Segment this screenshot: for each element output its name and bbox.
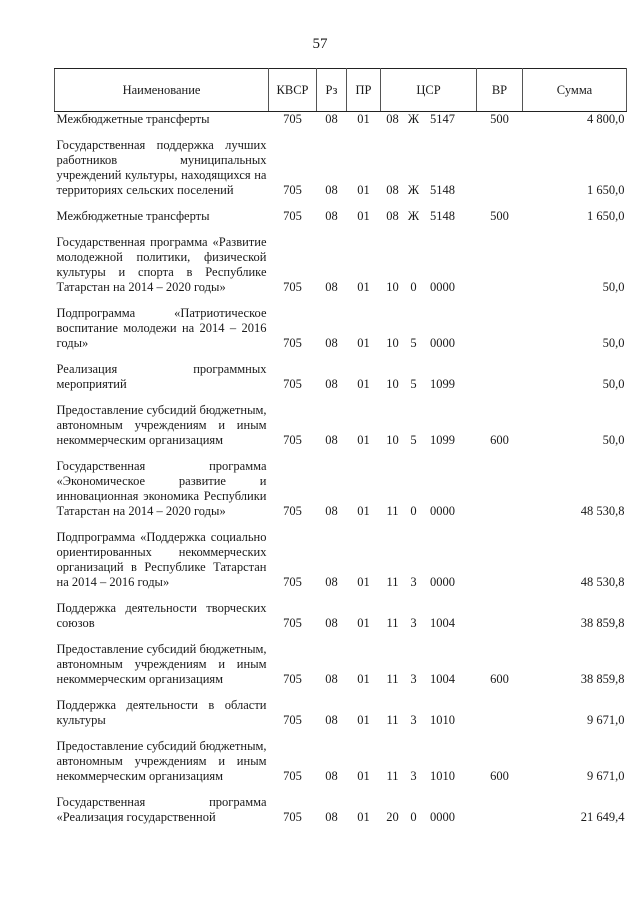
header-kvsr: КВСР	[269, 69, 317, 112]
row-rz: 08	[325, 713, 338, 727]
csr-direction: 5148	[430, 209, 455, 223]
table-row	[55, 451, 627, 522]
row-vr	[477, 593, 523, 634]
row-vr: 500	[490, 209, 509, 223]
row-csr	[381, 522, 477, 593]
csr-subprogram: 3	[410, 769, 417, 783]
row-sum: 50,0	[602, 280, 625, 294]
header-rz: Рз	[317, 69, 347, 112]
row-kvsr: 705	[283, 616, 302, 630]
row-rz: 08	[325, 183, 338, 197]
csr-direction: 0000	[430, 336, 455, 350]
row-kvsr: 705	[283, 504, 302, 518]
table-row	[55, 731, 627, 787]
csr-direction: 1099	[430, 433, 455, 447]
csr-direction: 0000	[430, 280, 455, 294]
table-row	[55, 522, 627, 593]
row-csr	[381, 354, 477, 395]
row-rz: 08	[325, 377, 338, 391]
csr-program: 11	[386, 769, 399, 783]
row-sum: 50,0	[602, 433, 625, 447]
row-csr	[381, 451, 477, 522]
csr-direction: 1010	[430, 769, 455, 783]
row-sum: 4 800,0	[587, 112, 625, 126]
row-csr	[381, 634, 477, 690]
csr-direction: 1004	[430, 616, 455, 630]
row-csr	[381, 201, 477, 227]
row-csr	[381, 787, 477, 828]
row-sum: 48 530,8	[580, 575, 625, 589]
header-name: Наименование	[55, 69, 269, 112]
csr-program: 11	[386, 504, 399, 518]
header-sum: Сумма	[523, 69, 627, 112]
csr-program: 11	[386, 575, 399, 589]
row-rz: 08	[325, 112, 338, 126]
row-sum: 21 649,4	[580, 810, 625, 824]
row-rz: 08	[325, 810, 338, 824]
row-rz: 08	[325, 280, 338, 294]
csr-direction: 1099	[430, 377, 455, 391]
header-vr: ВР	[477, 69, 523, 112]
row-csr	[381, 395, 477, 451]
table-row	[55, 227, 627, 298]
csr-program: 10	[386, 280, 399, 294]
csr-subprogram: Ж	[407, 112, 420, 126]
header-pr: ПР	[347, 69, 381, 112]
row-vr	[477, 451, 523, 522]
csr-direction: 0000	[430, 575, 455, 589]
csr-subprogram: Ж	[407, 183, 420, 197]
csr-program: 11	[386, 672, 399, 686]
csr-program: 20	[386, 810, 399, 824]
table-row	[55, 201, 627, 227]
csr-subprogram: 0	[410, 504, 417, 518]
row-pr: 01	[357, 280, 370, 294]
table-row	[55, 130, 627, 201]
row-pr: 01	[357, 575, 370, 589]
row-vr	[477, 690, 523, 731]
row-name: Государственная программа «Экономическое развитие и инновационная экономика Республики Татарстан на 2014 – 2020 годы»	[56, 459, 267, 518]
row-name: Реализация программных мероприятий	[56, 362, 267, 391]
row-sum: 38 859,8	[580, 672, 625, 686]
row-pr: 01	[357, 209, 370, 223]
row-csr	[381, 227, 477, 298]
row-pr: 01	[357, 672, 370, 686]
row-rz: 08	[325, 616, 338, 630]
row-name: Поддержка деятельности творческих союзов	[56, 601, 267, 630]
row-pr: 01	[357, 504, 370, 518]
row-name: Государственная программа «Реализация государственной	[56, 795, 267, 824]
csr-direction: 1010	[430, 713, 455, 727]
row-pr: 01	[357, 769, 370, 783]
row-kvsr: 705	[283, 183, 302, 197]
row-sum: 1 650,0	[587, 183, 625, 197]
csr-subprogram: 5	[410, 433, 417, 447]
csr-subprogram: 3	[410, 713, 417, 727]
row-kvsr: 705	[283, 280, 302, 294]
row-rz: 08	[325, 672, 338, 686]
csr-subprogram: 5	[410, 377, 417, 391]
row-name: Предоставление субсидий бюджетным, автономным учреждениям и иным некоммерческим организациям	[56, 739, 267, 783]
row-pr: 01	[357, 336, 370, 350]
row-sum: 1 650,0	[587, 209, 625, 223]
row-kvsr: 705	[283, 769, 302, 783]
row-vr: 600	[490, 433, 509, 447]
row-pr: 01	[357, 713, 370, 727]
row-name: Предоставление субсидий бюджетным, автономным учреждениям и иным некоммерческим организациям	[56, 642, 267, 686]
row-kvsr: 705	[283, 336, 302, 350]
row-vr: 600	[490, 769, 509, 783]
row-kvsr: 705	[283, 810, 302, 824]
csr-subprogram: 0	[410, 280, 417, 294]
csr-program: 10	[386, 336, 399, 350]
csr-subprogram: 3	[410, 616, 417, 630]
table-row	[55, 395, 627, 451]
table-header-row	[55, 69, 627, 112]
row-sum: 50,0	[602, 377, 625, 391]
row-vr	[477, 787, 523, 828]
table-row	[55, 690, 627, 731]
csr-subprogram: Ж	[407, 209, 420, 223]
row-name: Межбюджетные трансферты	[56, 209, 210, 223]
row-pr: 01	[357, 377, 370, 391]
row-pr: 01	[357, 112, 370, 126]
row-pr: 01	[357, 616, 370, 630]
csr-subprogram: 5	[410, 336, 417, 350]
row-pr: 01	[357, 810, 370, 824]
csr-subprogram: 3	[410, 575, 417, 589]
csr-program: 08	[386, 209, 399, 223]
table-row	[55, 112, 627, 131]
row-sum: 48 530,8	[580, 504, 625, 518]
row-csr	[381, 690, 477, 731]
row-name: Подпрограмма «Патриотическое воспитание молодежи на 2014 – 2016 годы»	[56, 306, 267, 350]
csr-program: 10	[386, 433, 399, 447]
row-csr	[381, 593, 477, 634]
csr-subprogram: 0	[410, 810, 417, 824]
csr-direction: 1004	[430, 672, 455, 686]
header-csr: ЦСР	[381, 69, 477, 112]
row-vr	[477, 298, 523, 354]
csr-program: 08	[386, 112, 399, 126]
row-kvsr: 705	[283, 112, 302, 126]
row-sum: 9 671,0	[587, 713, 625, 727]
row-vr: 600	[490, 672, 509, 686]
row-sum: 38 859,8	[580, 616, 625, 630]
csr-program: 11	[386, 713, 399, 727]
row-rz: 08	[325, 504, 338, 518]
row-rz: 08	[325, 336, 338, 350]
table-row	[55, 354, 627, 395]
page-number: 57	[312, 36, 328, 52]
csr-subprogram: 3	[410, 672, 417, 686]
csr-program: 08	[386, 183, 399, 197]
row-pr: 01	[357, 433, 370, 447]
row-name: Государственная программа «Развитие молодежной политики, физической культуры и спорта в Республике Татарстан на 2014 – 2020 годы»	[56, 235, 267, 294]
row-rz: 08	[325, 769, 338, 783]
row-name: Предоставление субсидий бюджетным, автономным учреждениям и иным некоммерческим организациям	[56, 403, 267, 447]
row-kvsr: 705	[283, 433, 302, 447]
csr-direction: 0000	[430, 504, 455, 518]
row-rz: 08	[325, 575, 338, 589]
row-vr: 500	[490, 112, 509, 126]
row-rz: 08	[325, 209, 338, 223]
row-sum: 50,0	[602, 336, 625, 350]
row-kvsr: 705	[283, 672, 302, 686]
csr-program: 11	[386, 616, 399, 630]
table-row	[55, 298, 627, 354]
row-name: Межбюджетные трансферты	[56, 112, 210, 126]
row-pr: 01	[357, 183, 370, 197]
row-vr	[477, 227, 523, 298]
budget-table	[54, 68, 627, 828]
row-csr	[381, 298, 477, 354]
row-kvsr: 705	[283, 377, 302, 391]
row-name: Подпрограмма «Поддержка социально ориентированных некоммерческих организаций в Республике Татарстан на 2014 – 2016 годы»	[56, 530, 267, 589]
row-csr	[381, 130, 477, 201]
table-row	[55, 787, 627, 828]
table-row	[55, 634, 627, 690]
row-kvsr: 705	[283, 713, 302, 727]
csr-direction: 0000	[430, 810, 455, 824]
row-sum: 9 671,0	[587, 769, 625, 783]
row-kvsr: 705	[283, 209, 302, 223]
row-csr	[381, 731, 477, 787]
csr-direction: 5147	[430, 112, 455, 126]
csr-direction: 5148	[430, 183, 455, 197]
row-kvsr: 705	[283, 575, 302, 589]
row-name: Поддержка деятельности в области культуры	[56, 698, 267, 727]
table-row	[55, 593, 627, 634]
csr-program: 10	[386, 377, 399, 391]
row-rz: 08	[325, 433, 338, 447]
row-vr	[477, 354, 523, 395]
row-csr	[381, 112, 477, 131]
row-vr	[477, 522, 523, 593]
row-name: Государственная поддержка лучших работников муниципальных учреждений культуры, находящихся на территориях сельских поселений	[56, 138, 267, 197]
row-vr	[477, 130, 523, 201]
